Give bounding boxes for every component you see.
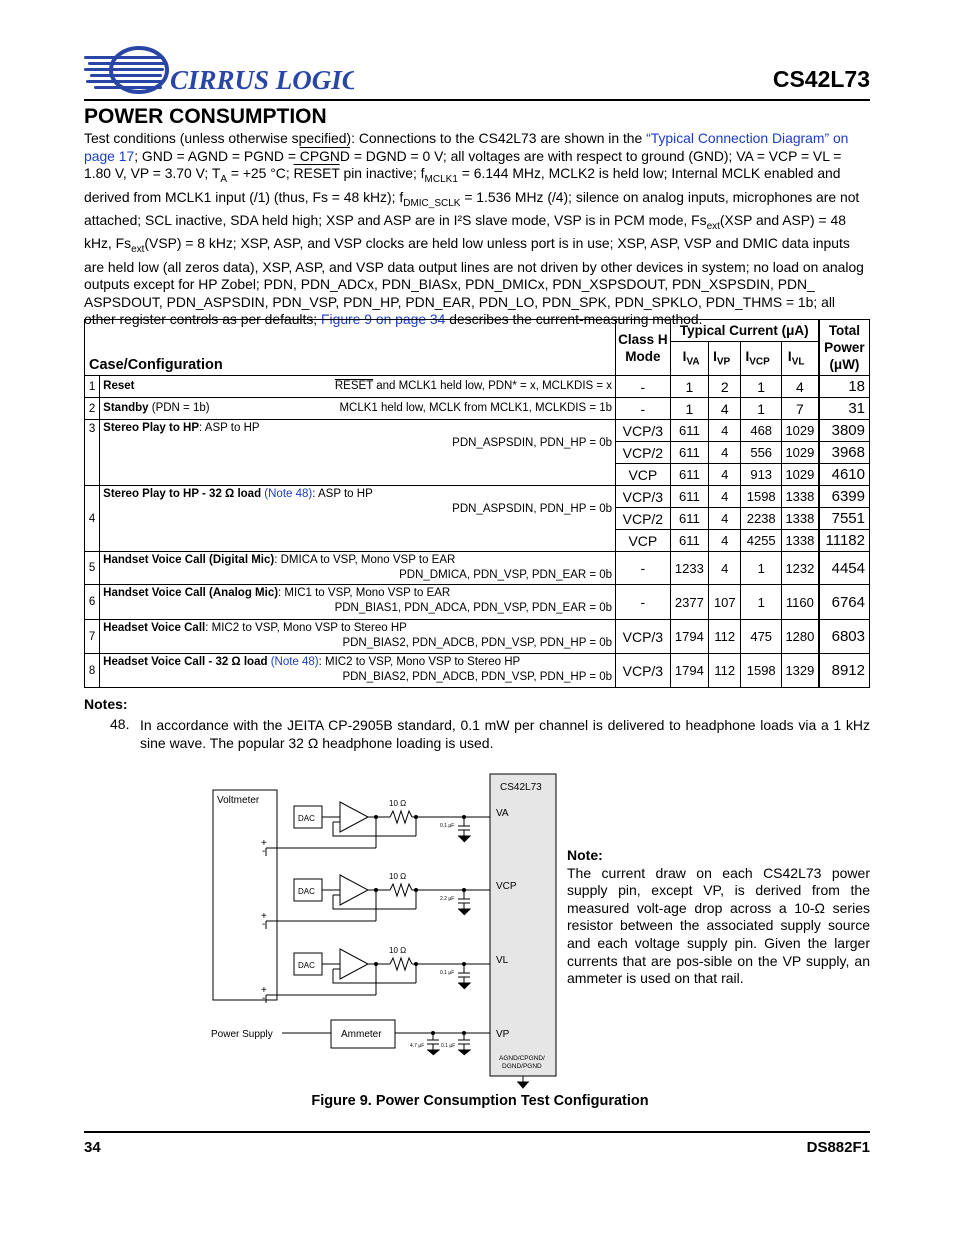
doc-id: DS882F1 (806, 1139, 870, 1156)
logo-text: CIRRUS LOGIC (170, 65, 354, 95)
svg-text:+: + (261, 838, 267, 849)
note-48-number: 48. (110, 716, 130, 732)
power-table (84, 319, 870, 688)
header-rule (84, 99, 870, 101)
ivcp-header: $I_{VCP}$ (741, 342, 781, 376)
side-note-heading: Note: (567, 847, 603, 863)
typical-current-header: Typical Current (μA) (670, 320, 819, 342)
table-row: 8 Headset Voice Call - 32 Ω load (Note 48): MIC2 to VSP, Mono VSP to Stereo HP PDN_BIAS2, PDN_ADCB, PDN_VSP, PDN_HP = 0b VCP/3 1794 112 1598 1329 8912 (85, 654, 870, 688)
case-header: Case/Configuration (85, 320, 616, 376)
svg-text:10 Ω: 10 Ω (389, 946, 407, 955)
chip-label: CS42L73 (500, 782, 542, 793)
svg-text:0.1 µF: 0.1 µF (441, 1043, 456, 1049)
gnd-label-1: AGND/CPGND/ (499, 1055, 545, 1062)
vl-channel (261, 946, 509, 1004)
table-row: 4 Stereo Play to HP - 32 Ω load (Note 48): ASP to HP PDN_ASPSDIN, PDN_HP = 0b VCP/3 611 4 1598 1338 6399 (85, 486, 870, 508)
cap-label: 0.1 µF (440, 823, 455, 829)
dac-label: DAC (298, 814, 315, 823)
svg-text:0.1 µF: 0.1 µF (440, 970, 455, 976)
table-row: 3 Stereo Play to HP: ASP to HP PDN_ASPSDIN, PDN_HP = 0b VCP/3 611 4 468 1029 3809 (85, 420, 870, 442)
pin-vcp: VCP (496, 881, 517, 892)
section-title: POWER CONSUMPTION (84, 105, 327, 128)
ivl-header: $I_{VL}$ (781, 342, 818, 376)
svg-text:DAC: DAC (298, 961, 315, 970)
table-row: 1 Reset RESET and MCLK1 held low, PDN* = x, MCLKDIS = x - 1 2 1 4 18 (85, 376, 870, 398)
notes-heading: Notes: (84, 696, 128, 712)
table-row: 7 Headset Voice Call: MIC2 to VSP, Mono VSP to Stereo HP PDN_BIAS2, PDN_ADCB, PDN_VSP, PDN_HP = 0b VCP/3 1794 112 475 1280 6803 (85, 620, 870, 654)
page-number: 34 (84, 1139, 101, 1156)
voltmeter-box (213, 790, 277, 1000)
svg-text:10 Ω: 10 Ω (389, 872, 407, 881)
table-row: VCP/2 611 4 556 1029 3968 (85, 442, 870, 464)
table-row: 2 Standby (PDN = 1b) MCLK1 held low, MCLK from MCLK1, MCLKDIS = 1b - 1 4 1 7 31 (85, 398, 870, 420)
voltmeter-label: Voltmeter (217, 795, 260, 806)
side-note (567, 847, 870, 988)
typical-connection-link[interactable]: “Typical Connection Diagram” on page 17 (84, 130, 849, 164)
svg-text:+: + (261, 911, 267, 922)
total-power-header: Total Power (μW) (819, 320, 870, 376)
svg-text:-: - (262, 993, 266, 1004)
pin-vl: VL (496, 955, 509, 966)
footer-rule (84, 1131, 870, 1133)
part-number: CS42L73 (772, 66, 870, 92)
table-row: VCP 611 4 913 1029 4610 (85, 464, 870, 486)
ivp-header: $I_{VP}$ (709, 342, 741, 376)
pin-vp: VP (496, 1029, 510, 1040)
power-supply-label: Power Supply (211, 1029, 273, 1040)
table-row: 6 Handset Voice Call (Analog Mic): MIC1 to VSP, Mono VSP to EAR PDN_BIAS1, PDN_ADCA, PDN_VSP, PDN_EAR = 0b - 2377 107 1 1160 6764 (85, 585, 870, 620)
pin-va: VA (496, 808, 509, 819)
test-config-diagram (200, 770, 570, 1095)
svg-text:DAC: DAC (298, 887, 315, 896)
classh-header: Class H Mode (616, 320, 671, 376)
svg-text:+: + (261, 985, 267, 996)
svg-text:2.2 µF: 2.2 µF (440, 896, 455, 902)
test-conditions: Test conditions (unless otherwise specified): Connections to the CS42L73 are shown in the “Typical Connection Diagram” on page 17; GND = AGND = PGND = CPGND = DGND = 0 V; all voltages are with respect to ground (GND); VA = VCP = VL = 1.80 V, VP = 3.70 V; $T_A = +25$ °C; RESET pin inactive; $f_{MCLK1} = 6.144$ MHz, MCLK2 is held low; Internal MCLK enabled and derived from MCLK1 input (/1) (thus, Fs = 48 kHz); $f_{DMIC\_SCLK} = 1.536$ MHz (/4); silence on analog inputs, microphones are not attached; SCL inactive, SDA held high; XSP and ASP are in I²S slave mode, VSP is in PCM mode, $Fs_{ext}(XSP$ and ASP) = 48 kHz, $Fs_{ext}(VSP) = 8$ kHz; XSP, ASP, and VSP clocks are held low unless port is in use; XSP, ASP, VSP and DMIC data inputs are held low (all zeros data), XSP, ASP, and VSP data output lines are not driven by other devices in system; no load on analog outputs except for HP Zobel; PDN, PDN_ADCx, PDN_BIASx, PDN_DMICx, PDN_XSPSDOUT, PDN_XSPSDIN, PDN_ ASPSDOUT, PDN_ASPSDIN, PDN_VSP, PDN_HP, PDN_EAR, PDN_LO, PDN_SPK, PDN_SPKLO, PDN_THMS = 1b; all other register controls as per defaults; Figure 9 on page 34 describes the current-measuring method. (84, 130, 864, 328)
cirrus-logo (84, 46, 354, 101)
table-row: 5 Handset Voice Call (Digital Mic): DMICA to VSP, Mono VSP to EAR PDN_DMICA, PDN_VSP, PDN_EAR = 0b - 1233 4 1 1232 4454 (85, 552, 870, 585)
iva-header: $I_{VA}$ (670, 342, 708, 376)
side-note-text: The current draw on each CS42L73 power supply pin, except VP, is derived from the measured volt-age drop across a 10-Ω series resistor between the associated supply source and each voltage supply pin. Given the larger currents that are pos-sible on the VP supply, an ammeter is used on that rail. (567, 864, 870, 987)
svg-text:-: - (262, 919, 266, 930)
note48-link[interactable]: (Note 48) (264, 488, 313, 500)
resistor-label: 10 Ω (389, 799, 407, 808)
gnd-label-2: DGND/PGND (502, 1063, 542, 1070)
vcp-channel (261, 872, 517, 930)
ammeter-label: Ammeter (341, 1029, 382, 1040)
note-48-text: In accordance with the JEITA CP-2905B standard, 0.1 mW per channel is delivered to headphone loads via a 1 kHz sine wave. The popular 32 Ω headphone loading is used. (140, 717, 870, 751)
table-row: VCP 611 4 4255 1338 11182 (85, 530, 870, 552)
svg-text:-: - (262, 846, 266, 857)
table-row: VCP/2 611 4 2238 1338 7551 (85, 508, 870, 530)
figure-caption: Figure 9. Power Consumption Test Configuration (311, 1093, 649, 1109)
va-channel (261, 799, 509, 857)
figure9-link[interactable]: Figure 9 on page 34 (321, 311, 446, 328)
note48-link[interactable]: (Note 48) (270, 656, 319, 668)
svg-text:4.7 µF: 4.7 µF (410, 1043, 425, 1049)
